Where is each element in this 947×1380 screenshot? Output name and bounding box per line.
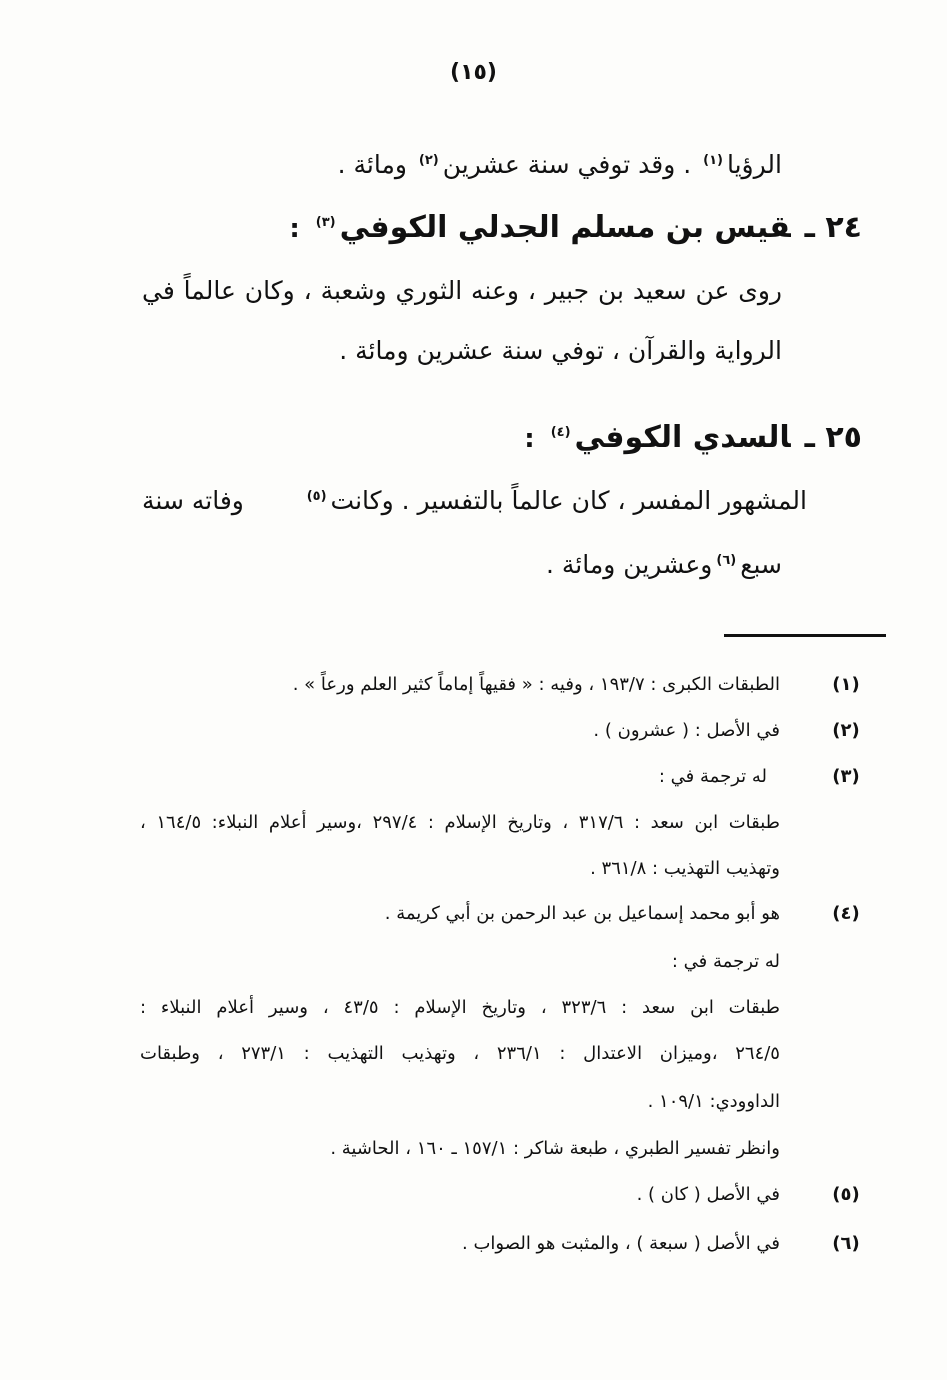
entry-number: ٢٤ ـ (804, 210, 862, 245)
page-number: (١٥) (450, 60, 497, 85)
entry-number: ٢٥ ـ (804, 420, 862, 455)
footnote-ref: (٥) (306, 488, 327, 504)
footnote-text: له ترجمة في : (658, 766, 767, 787)
main-text: . وقد توفي سنة عشرين (442, 150, 692, 179)
footnote-text: وانظر تفسير الطبري ، طبعة شاكر : ١٥٧/١ ـ ١٦٠ ، الحاشية . (330, 1138, 780, 1159)
main-text: الرؤيا (726, 150, 782, 179)
entry-heading-25 (524, 420, 862, 455)
footnote-text: هو أبو محمد إسماعيل بن عبد الرحمن بن أبي كريمة . (384, 903, 780, 924)
entry-24-line-2: الرواية والقرآن ، توفي سنة عشرين ومائة . (339, 336, 782, 365)
footnote-text: في الأصل ( كان ) . (636, 1184, 780, 1205)
footnote-text: له ترجمة في : (671, 951, 780, 972)
entry-colon: : (524, 424, 535, 454)
main-text: وعشرين ومائة . (546, 550, 713, 579)
main-line-1 (338, 150, 782, 179)
footnote-number: (٣) (832, 766, 860, 787)
footnote-text: في الأصل ( سبعة ) ، والمثبت هو الصواب . (462, 1233, 780, 1254)
footnote-text: الطبقات الكبرى : ١٩٣/٧ ، وفيه : « فقيهاً إماماً كثير العلم ورعاً » . (292, 674, 780, 695)
footnote-ref: (٦) (716, 552, 737, 568)
main-text: المشهور المفسر ، كان عالماً بالتفسير . وكانت$^{(٥)}$ (306, 486, 807, 515)
footnote-ref: (٣) (315, 215, 336, 230)
footnote-text: ٢٦٤/٥ ،وميزان الاعتدال : ٢٣٦/١ ، وتهذيب التهذيب : ٢٧٣/١ ، وطبقات (140, 1043, 780, 1064)
footnote-separator (724, 634, 886, 637)
main-text: سبع (740, 550, 782, 579)
footnote-text: طبقات ابن سعد : ٣٢٣/٦ ، وتاريخ الإسلام : ٤٣/٥ ، وسير أعلام النبلاء : (140, 997, 780, 1018)
main-text: وفاته سنة (142, 486, 244, 515)
main-text: ومائة . (337, 150, 407, 179)
entry-25-line-2 (546, 550, 782, 579)
footnote-ref: (٤) (550, 425, 571, 440)
footnote-number: (٦) (832, 1233, 860, 1254)
entry-name: السدي الكوفي (574, 420, 791, 455)
footnote-number: (٥) (832, 1184, 860, 1205)
footnote-number: (٢) (832, 720, 860, 741)
entry-25-line-1 (142, 486, 807, 515)
entry-heading-24 (289, 210, 862, 245)
footnote-text: الداوودي: ١٠٩/١ . (647, 1091, 780, 1112)
entry-24-line-1: روى عن سعيد بن جبير ، وعنه الثوري وشعبة ، وكان عالماً في (142, 276, 782, 305)
footnote-text: في الأصل : ( عشرون ) . (593, 720, 780, 741)
footnote-number: (١) (832, 674, 860, 695)
entry-name: قيس بن مسلم الجدلي الكوفي (339, 210, 791, 245)
footnote-ref: (١) (703, 152, 723, 168)
entry-colon: : (289, 214, 300, 244)
footnote-ref: (٢) (418, 152, 439, 168)
footnote-text: طبقات ابن سعد : ٣١٧/٦ ، وتاريخ الإسلام : ٢٩٧/٤ ،وسير أعلام النبلاء: ١٦٤/٥ ، (140, 812, 781, 833)
footnote-text: وتهذيب التهذيب : ٣٦١/٨ . (590, 858, 780, 879)
footnote-number: (٤) (832, 903, 860, 924)
